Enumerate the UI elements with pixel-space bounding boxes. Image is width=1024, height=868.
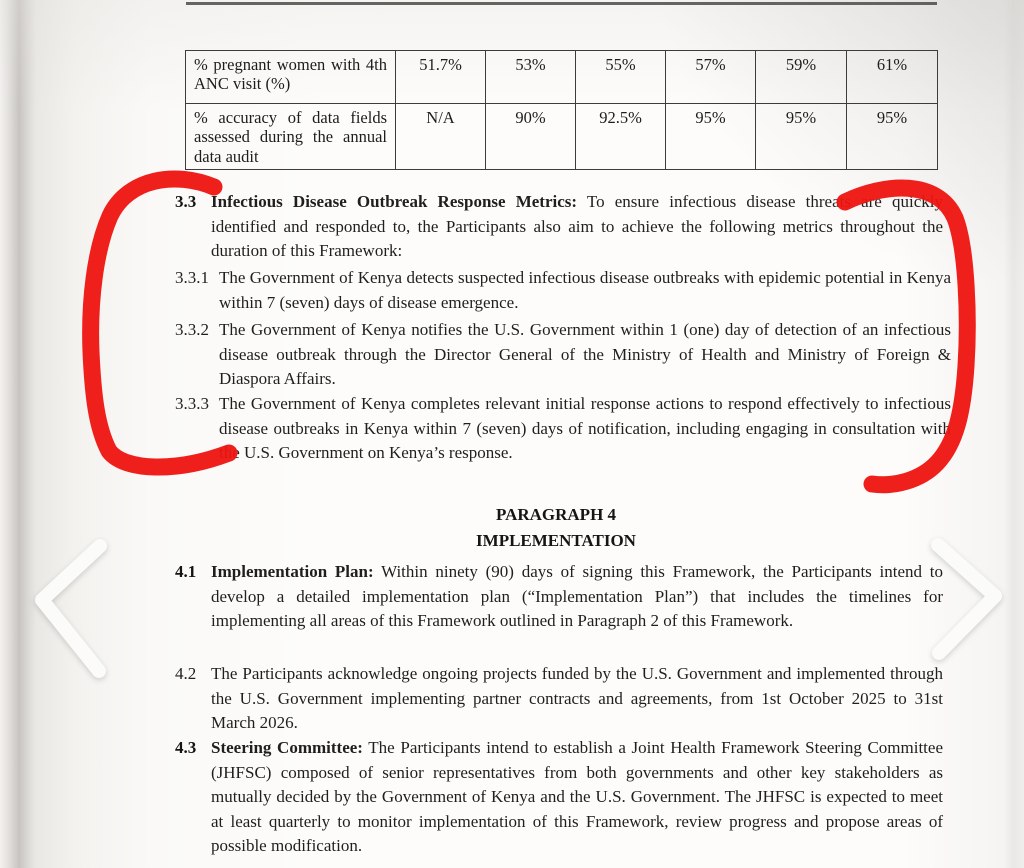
table-cell: 59%: [756, 51, 847, 104]
section-body: The Government of Kenya completes relevant initial response actions to respond effectively to infectious disease outbreaks in Kenya within 7 (seven) days of notification, including engaging in consultation with the U.S. Government on Kenya’s response.: [219, 394, 951, 462]
table-cell: 51.7%: [396, 51, 486, 104]
table-row: [186, 104, 938, 170]
chevron-right-icon: [938, 545, 995, 653]
table-row: [186, 51, 938, 104]
section-body: The Participants acknowledge ongoing projects funded by the U.S. Government and implemented through the U.S. Government implementing partner contracts and agreements, from 1st October 2025 to 31st March 2026.: [211, 664, 943, 732]
section-body: The Participants intend to establish a Joint Health Framework Steering Committee (JHFSC) composed of senior representatives from both governments and other key stakeholders as mutually decided by the Government of Kenya and the U.S. Government. The JHFSC is expected to meet at least quarterly to monitor implementation of this Framework, review progress and propose areas of possible modification.: [211, 738, 943, 855]
table-remnant-line: [186, 2, 937, 5]
chevron-left-icon: [42, 546, 100, 671]
table-cell: N/A: [396, 104, 486, 170]
section-number: 3.3: [175, 192, 197, 211]
section-body: The Government of Kenya notifies the U.S. Government within 1 (one) day of detection of an infectious disease outbreak through the Director General of the Ministry of Health and Ministry of Foreign & Diaspora Affairs.: [219, 320, 951, 388]
section-3-3-1: [175, 266, 951, 315]
section-title: Implementation Plan:: [211, 562, 374, 581]
section-number: 4.3: [175, 738, 197, 757]
section-body: To ensure infectious disease threats are quickly identified and responded to, the Participants also aim to achieve the following metrics throughout the duration of this Framework:: [211, 192, 943, 260]
section-number: 4.2: [175, 664, 197, 683]
section-4-2: [175, 662, 943, 736]
next-page-button[interactable]: [926, 533, 1006, 665]
section-3-3: [175, 190, 943, 264]
previous-page-button[interactable]: [28, 534, 110, 682]
table-cell: 95%: [756, 104, 847, 170]
metrics-table: [185, 50, 938, 170]
section-body: The Government of Kenya detects suspected infectious disease outbreaks with epidemic potential in Kenya within 7 (seven) days of disease emergence.: [219, 268, 951, 312]
paragraph-4-heading-number: PARAGRAPH 4: [495, 505, 617, 524]
section-4-1: [175, 560, 943, 634]
table-cell: 92.5%: [576, 104, 666, 170]
table-cell: 90%: [486, 104, 576, 170]
section-title: Steering Committee:: [211, 738, 363, 757]
table-cell: 95%: [847, 104, 938, 170]
section-number: 3.3.2: [175, 320, 209, 339]
table-cell: % accuracy of data fields assessed during the annual data audit: [186, 104, 396, 170]
table-cell: 57%: [666, 51, 756, 104]
section-number: 3.3.3: [175, 394, 209, 413]
table-cell: 53%: [486, 51, 576, 104]
section-number: 3.3.1: [175, 268, 209, 287]
table-cell: % pregnant women with 4th ANC visit (%): [186, 51, 396, 104]
section-4-3: [175, 736, 943, 859]
section-title: Infectious Disease Outbreak Response Metrics:: [211, 192, 578, 211]
table-cell: 61%: [847, 51, 938, 104]
section-number: 4.1: [175, 562, 197, 581]
section-body: Within ninety (90) days of signing this Framework, the Participants intend to develop a detailed implementation plan (“Implementation Plan”) that includes the timelines for implementing all areas of this Framework outlined in Paragraph 2 of this Framework.: [211, 562, 943, 630]
section-3-3-3: [175, 392, 951, 466]
table-cell: 95%: [666, 104, 756, 170]
paragraph-4-heading: [175, 502, 937, 553]
section-3-3-2: [175, 318, 951, 392]
paragraph-4-heading-title: IMPLEMENTATION: [476, 530, 636, 550]
table-cell: 55%: [576, 51, 666, 104]
